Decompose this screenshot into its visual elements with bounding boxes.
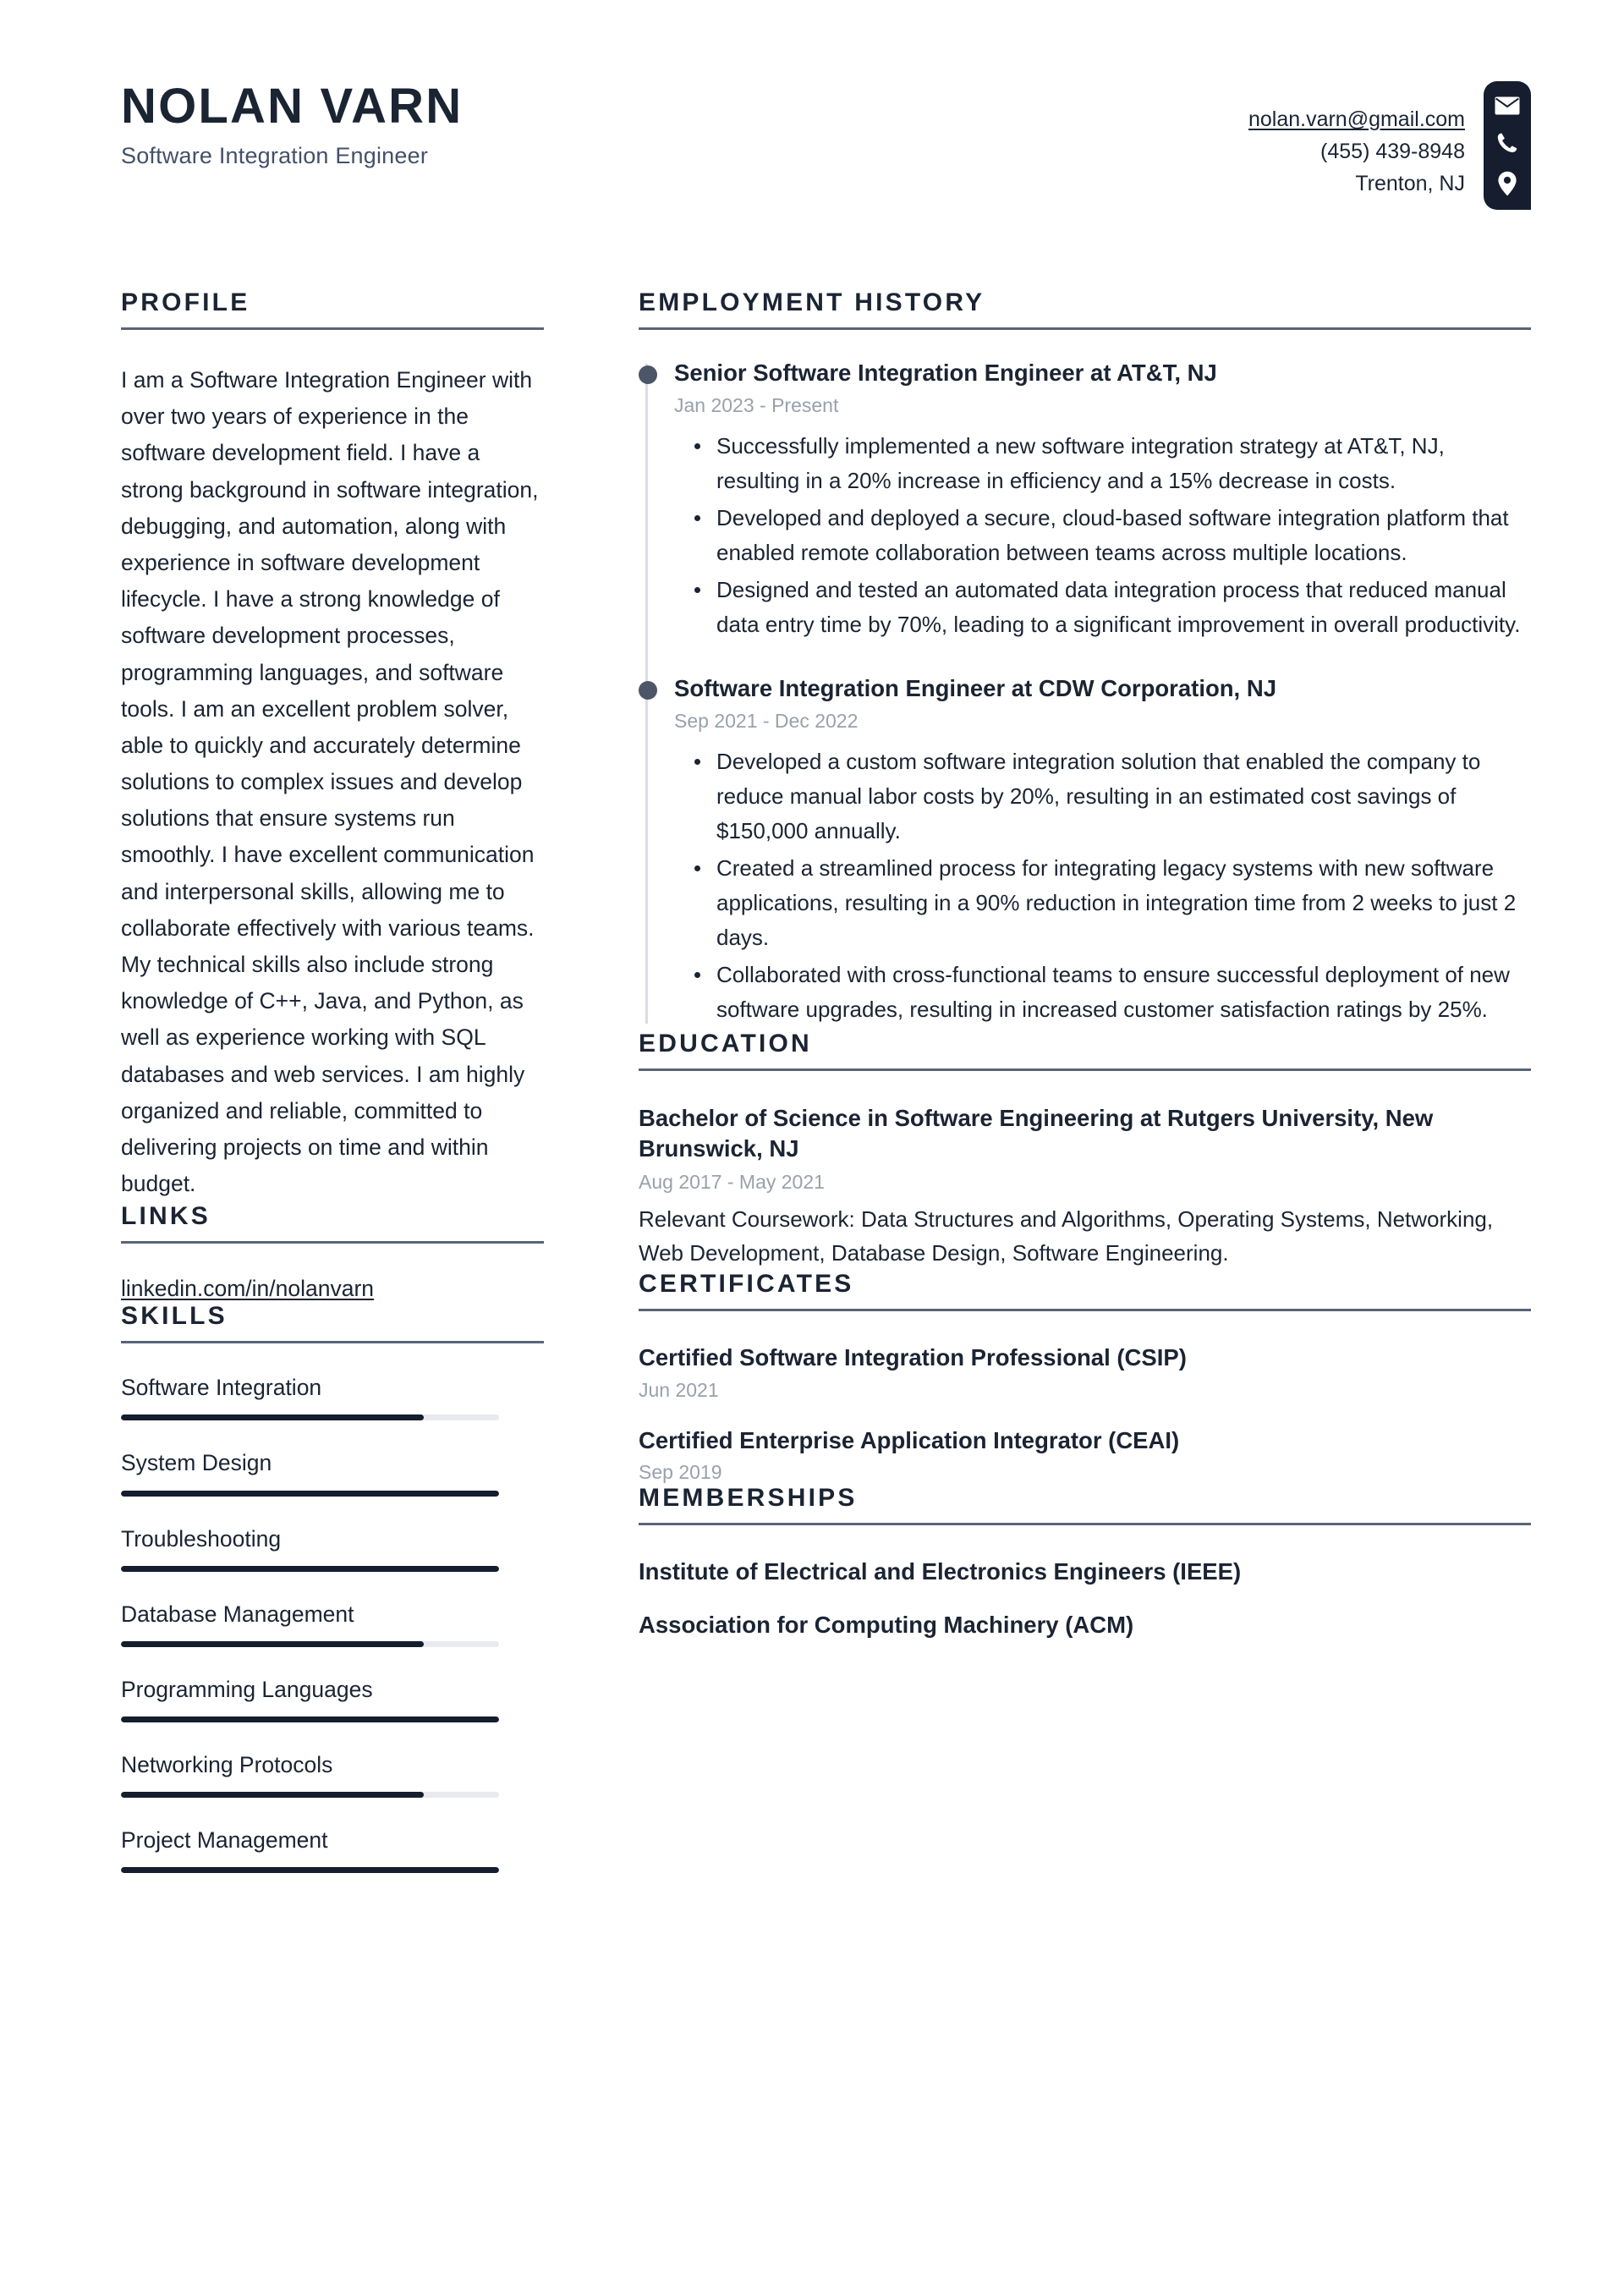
- skill-level-fill: [121, 1414, 424, 1420]
- skill-label: Database Management: [121, 1601, 354, 1627]
- job-bullet: Successfully implemented a new software integration strategy at AT&T, NJ, resulting in a 20% increase in efficiency and a 15% decrease in costs.: [716, 429, 1531, 498]
- skill-level-fill: [121, 1566, 499, 1572]
- skill-level-track: [121, 1414, 499, 1420]
- skill-item: [121, 1751, 544, 1798]
- membership-entry: Association for Computing Machinery (ACM): [639, 1611, 1134, 1638]
- certificate-name: Certified Software Integration Professional (CSIP): [639, 1344, 1187, 1371]
- skill-level-fill: [121, 1641, 424, 1647]
- link-item[interactable]: linkedin.com/in/nolanvarn: [121, 1276, 375, 1302]
- job-dates: Jan 2023 - Present: [674, 393, 839, 416]
- certificate-date: Jun 2021: [639, 1378, 719, 1401]
- skill-level-fill: [121, 1792, 424, 1798]
- certificates-heading: CERTIFICATES: [639, 1270, 854, 1299]
- contact-phone: (455) 439-8948: [1320, 140, 1465, 163]
- job-bullet: Developed a custom software integration solution that enabled the company to reduce manual labor costs by 20%, resulting in an estimated cost savings of $150,000 annually.: [716, 744, 1531, 849]
- skill-level-fill: [121, 1717, 499, 1722]
- skill-level-track: [121, 1641, 499, 1647]
- resume-body: [0, 288, 1624, 1873]
- skill-label: Networking Protocols: [121, 1751, 333, 1777]
- skill-item: [121, 1525, 544, 1572]
- job-bullet: Designed and tested an automated data integration process that reduced manual data entry time by 70%, leading to a significant improvement in overall productivity.: [716, 573, 1531, 642]
- skill-level-track: [121, 1566, 499, 1572]
- membership-entry: Institute of Electrical and Electronics Engineers (IEEE): [639, 1558, 1242, 1585]
- certificate-entry: [639, 1343, 1531, 1401]
- certificates-divider: [639, 1309, 1531, 1311]
- column-gutter: [544, 288, 639, 1873]
- skill-level-track: [121, 1717, 499, 1722]
- contact-location: Trenton, NJ: [1355, 172, 1465, 195]
- skills-section: [121, 1302, 544, 1873]
- contact-email[interactable]: nolan.varn@gmail.com: [1248, 107, 1465, 131]
- education-dates: Aug 2017 - May 2021: [639, 1170, 825, 1193]
- job-title: Senior Software Integration Engineer at AT&T, NJ: [674, 360, 1217, 386]
- location-pin-icon: [1497, 171, 1517, 196]
- candidate-name: NOLAN VARN: [121, 79, 464, 134]
- candidate-job-title: Software Integration Engineer: [121, 142, 429, 168]
- skills-divider: [121, 1341, 544, 1343]
- education-coursework: Relevant Coursework: Data Structures and Algorithms, Operating Systems, Networking, Web Development, Database Design, Software Engineering.: [639, 1206, 1494, 1266]
- certificates-section: [639, 1270, 1531, 1484]
- skill-label: Software Integration: [121, 1375, 322, 1401]
- right-column: [639, 288, 1531, 1873]
- skill-item: [121, 1374, 544, 1420]
- job-bullets: [674, 429, 1531, 642]
- skills-heading: SKILLS: [121, 1302, 228, 1331]
- links-heading: LINKS: [121, 1202, 211, 1231]
- memberships-heading: MEMBERSHIPS: [639, 1484, 858, 1513]
- education-degree: Bachelor of Science in Software Engineering at Rutgers University, New Brunswick, NJ: [639, 1105, 1434, 1162]
- job-entry: [674, 674, 1531, 1027]
- skill-label: Programming Languages: [121, 1676, 373, 1702]
- job-bullets: [674, 744, 1531, 1028]
- profile-text: I am a Software Integration Engineer with over two years of experience in the software development field. I have a strong background in software integration, debugging, and automation, along with experience in software development lifecycle. I have a strong knowledge of software development processes, programming languages, and software tools. I am an excellent problem solver, able to quickly and accurately determine solutions to complex issues and develop solutions that ensure systems run smoothly. I have excellent communication and interpersonal skills, allowing me to collaborate effectively with various teams. My technical skills also include strong knowledge of C++, Java, and Python, as well as experience working with SQL databases and web services. I am highly organized and reliable, committed to delivering projects on time and within budget.: [121, 367, 539, 1197]
- employment-section: [639, 288, 1531, 1027]
- left-column: [121, 288, 544, 1873]
- profile-divider: [121, 327, 544, 330]
- identity-block: [0, 81, 463, 169]
- contact-lines: [1248, 81, 1484, 200]
- envelope-icon: [1495, 96, 1520, 115]
- profile-section: [121, 288, 544, 1202]
- education-section: [639, 1030, 1531, 1270]
- skill-label: Project Management: [121, 1827, 328, 1854]
- skill-item: [121, 1449, 544, 1496]
- certificate-entry: [639, 1426, 1531, 1484]
- links-list: [121, 1244, 544, 1302]
- certificate-date: Sep 2019: [639, 1461, 722, 1484]
- profile-heading: PROFILE: [121, 288, 250, 316]
- job-title: Software Integration Engineer at CDW Corporation, NJ: [674, 675, 1276, 702]
- skill-level-track: [121, 1792, 499, 1798]
- links-section: [121, 1202, 544, 1302]
- skill-level-track: [121, 1491, 499, 1497]
- timeline-dot-icon: [639, 681, 657, 700]
- job-dates: Sep 2021 - Dec 2022: [674, 709, 859, 732]
- employment-divider: [639, 327, 1531, 330]
- resume-header: [0, 0, 1624, 210]
- phone-icon: [1495, 131, 1519, 155]
- education-divider: [639, 1068, 1531, 1071]
- skill-level-fill: [121, 1867, 499, 1873]
- contact-icon-rail: [1484, 81, 1531, 210]
- certificate-name: Certified Enterprise Application Integrator (CEAI): [639, 1426, 1180, 1453]
- contact-block: [1248, 81, 1624, 210]
- job-bullet: Developed and deployed a secure, cloud-based software integration platform that enabled remote collaboration between teams across multiple locations.: [716, 501, 1531, 570]
- skill-item: [121, 1826, 544, 1873]
- job-bullet: Created a streamlined process for integrating legacy systems with new software applications, resulting in a 90% reduction in integration time from 2 weeks to just 2 days.: [716, 851, 1531, 955]
- skill-item: [121, 1601, 544, 1647]
- education-heading: EDUCATION: [639, 1030, 812, 1058]
- skill-item: [121, 1676, 544, 1722]
- employment-heading: EMPLOYMENT HISTORY: [639, 288, 985, 316]
- memberships-divider: [639, 1523, 1531, 1525]
- memberships-section: [639, 1484, 1531, 1640]
- skill-level-fill: [121, 1491, 499, 1497]
- employment-timeline: [639, 359, 1531, 1027]
- job-bullet: Collaborated with cross-functional teams to ensure successful deployment of new software upgrades, resulting in increased customer satisfaction ratings by 25%.: [716, 958, 1531, 1027]
- job-entry: [674, 359, 1531, 642]
- skill-label: Troubleshooting: [121, 1525, 282, 1552]
- education-entry: [639, 1103, 1531, 1270]
- skill-level-track: [121, 1867, 499, 1873]
- timeline-dot-icon: [639, 365, 657, 384]
- skills-list: [121, 1374, 544, 1873]
- skill-label: System Design: [121, 1450, 272, 1476]
